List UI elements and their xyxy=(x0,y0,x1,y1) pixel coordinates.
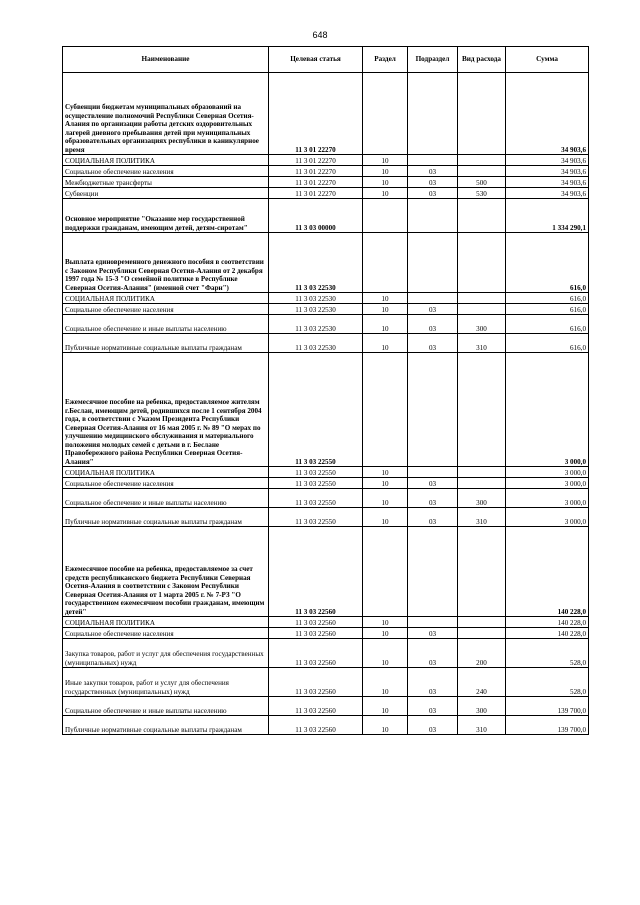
cell-code: 11 3 03 22530 xyxy=(269,233,363,293)
cell-name: Социальное обеспечение населения xyxy=(63,166,269,177)
cell-code: 11 3 03 22550 xyxy=(269,467,363,478)
table-row xyxy=(63,199,589,233)
cell-subsection: 03 xyxy=(408,508,458,527)
cell-code: 11 3 03 22530 xyxy=(269,293,363,304)
cell-sum: 1 334 290,1 xyxy=(506,199,589,233)
table-row xyxy=(63,508,589,527)
cell-section: 10 xyxy=(363,478,408,489)
cell-type xyxy=(458,155,506,166)
cell-section: 10 xyxy=(363,489,408,508)
cell-subsection: 03 xyxy=(408,716,458,735)
cell-sum: 3 000,0 xyxy=(506,478,589,489)
header-sum: Сумма xyxy=(506,47,589,73)
cell-name: Закупка товаров, работ и услуг для обеспечения государственных (муниципальных) нужд xyxy=(63,639,269,668)
cell-name: Публичные нормативные социальные выплаты гражданам xyxy=(63,716,269,735)
table-row xyxy=(63,293,589,304)
cell-name: СОЦИАЛЬНАЯ ПОЛИТИКА xyxy=(63,467,269,478)
cell-subsection: 03 xyxy=(408,489,458,508)
cell-type xyxy=(458,467,506,478)
cell-name: СОЦИАЛЬНАЯ ПОЛИТИКА xyxy=(63,293,269,304)
cell-type: 300 xyxy=(458,489,506,508)
cell-subsection xyxy=(408,293,458,304)
cell-sum: 616,0 xyxy=(506,304,589,315)
cell-section xyxy=(363,233,408,293)
cell-code: 11 3 03 22550 xyxy=(269,489,363,508)
table-row xyxy=(63,527,589,617)
cell-code: 11 3 03 22560 xyxy=(269,628,363,639)
cell-subsection xyxy=(408,617,458,628)
cell-type xyxy=(458,628,506,639)
table-row xyxy=(63,628,589,639)
table-row xyxy=(63,315,589,334)
cell-code: 11 3 03 22550 xyxy=(269,478,363,489)
cell-section xyxy=(363,353,408,467)
cell-section xyxy=(363,527,408,617)
cell-sum: 34 903,6 xyxy=(506,73,589,155)
cell-subsection: 03 xyxy=(408,628,458,639)
cell-type xyxy=(458,293,506,304)
table-row xyxy=(63,304,589,315)
cell-name: Публичные нормативные социальные выплаты гражданам xyxy=(63,334,269,353)
table-row xyxy=(63,166,589,177)
cell-name: Социальное обеспечение и иные выплаты населению xyxy=(63,315,269,334)
cell-name: Ежемесячное пособие на ребенка, предоставляемое за счет средств республиканского бюджета Республики Северная Осетия-Алания в соответствии с Законом Республики Северная Осетия-Алания от 1 марта 2005 г. № 7-РЗ "О государственном ежемесячном пособии гражданам, имеющим детей" xyxy=(63,527,269,617)
cell-section: 10 xyxy=(363,155,408,166)
cell-subsection xyxy=(408,199,458,233)
cell-name: Ежемесячное пособие на ребенка, предоставляемое жителям г.Беслан, имеющим детей, родившихся после 1 сентября 2004 года, в соответствии с Указом Президента Республики Северная Осетия-Алания от 16 мая 2005 г. № 89 "О мерах по улучшению медицинского обслуживания и материального положения молодых семей с детьми в г. Беслане Правобережного района Республики Северная Осетия-Алания" xyxy=(63,353,269,467)
cell-subsection xyxy=(408,155,458,166)
cell-code: 11 3 01 22270 xyxy=(269,177,363,188)
cell-code: 11 3 01 22270 xyxy=(269,73,363,155)
cell-section: 10 xyxy=(363,315,408,334)
cell-section xyxy=(363,199,408,233)
cell-type: 310 xyxy=(458,334,506,353)
table-row xyxy=(63,73,589,155)
budget-table xyxy=(62,46,589,735)
cell-sum: 140 228,0 xyxy=(506,628,589,639)
table-row xyxy=(63,716,589,735)
cell-sum: 616,0 xyxy=(506,233,589,293)
cell-code: 11 3 03 22560 xyxy=(269,617,363,628)
cell-type xyxy=(458,478,506,489)
table-row xyxy=(63,668,589,697)
cell-type: 300 xyxy=(458,697,506,716)
cell-name: Основное мероприятие "Оказание мер государственной поддержки гражданам, имеющим детей, детям-сиротам" xyxy=(63,199,269,233)
table-row xyxy=(63,478,589,489)
table-row xyxy=(63,233,589,293)
table-row xyxy=(63,489,589,508)
page-number: 648 xyxy=(312,30,328,40)
table-header xyxy=(63,47,589,73)
header-name: Наименование xyxy=(63,47,269,73)
cell-type: 200 xyxy=(458,639,506,668)
cell-code: 11 3 01 22270 xyxy=(269,166,363,177)
cell-section: 10 xyxy=(363,166,408,177)
cell-subsection xyxy=(408,73,458,155)
cell-type: 310 xyxy=(458,508,506,527)
cell-subsection: 03 xyxy=(408,315,458,334)
cell-name: Межбюджетные трансферты xyxy=(63,177,269,188)
cell-type: 300 xyxy=(458,315,506,334)
cell-code: 11 3 03 22550 xyxy=(269,353,363,467)
cell-section: 10 xyxy=(363,617,408,628)
cell-sum: 528,0 xyxy=(506,668,589,697)
cell-subsection xyxy=(408,467,458,478)
cell-section: 10 xyxy=(363,508,408,527)
cell-section: 10 xyxy=(363,628,408,639)
cell-type xyxy=(458,353,506,467)
cell-type xyxy=(458,233,506,293)
table-body xyxy=(63,73,589,735)
cell-section: 10 xyxy=(363,716,408,735)
cell-subsection: 03 xyxy=(408,166,458,177)
cell-section: 10 xyxy=(363,467,408,478)
cell-sum: 139 700,0 xyxy=(506,697,589,716)
cell-type xyxy=(458,73,506,155)
cell-section: 10 xyxy=(363,304,408,315)
cell-name: Иные закупки товаров, работ и услуг для обеспечения государственных (муниципальных) нужд xyxy=(63,668,269,697)
cell-sum: 34 903,6 xyxy=(506,155,589,166)
cell-sum: 616,0 xyxy=(506,293,589,304)
cell-section xyxy=(363,73,408,155)
cell-code: 11 3 01 22270 xyxy=(269,188,363,199)
cell-section: 10 xyxy=(363,697,408,716)
table-row xyxy=(63,467,589,478)
cell-sum: 3 000,0 xyxy=(506,489,589,508)
cell-section: 10 xyxy=(363,668,408,697)
cell-subsection: 03 xyxy=(408,639,458,668)
cell-name: Социальное обеспечение и иные выплаты населению xyxy=(63,697,269,716)
cell-subsection: 03 xyxy=(408,304,458,315)
cell-subsection xyxy=(408,527,458,617)
cell-code: 11 3 01 22270 xyxy=(269,155,363,166)
cell-type xyxy=(458,166,506,177)
cell-type: 240 xyxy=(458,668,506,697)
cell-code: 11 3 03 22550 xyxy=(269,508,363,527)
table-row xyxy=(63,617,589,628)
cell-code: 11 3 03 22530 xyxy=(269,334,363,353)
cell-type xyxy=(458,304,506,315)
cell-subsection: 03 xyxy=(408,478,458,489)
cell-subsection: 03 xyxy=(408,697,458,716)
cell-sum: 3 000,0 xyxy=(506,467,589,478)
table-row xyxy=(63,334,589,353)
cell-name: Выплата единовременного денежного пособия в соответствии с Законом Республики Северная Осетия-Алания от 2 декабря 1997 года № 15-З "О семейной политике в Республике Северная Осетия-Алания" (именной счет "Фарн") xyxy=(63,233,269,293)
cell-sum: 616,0 xyxy=(506,334,589,353)
cell-code: 11 3 03 22560 xyxy=(269,668,363,697)
cell-section: 10 xyxy=(363,188,408,199)
cell-sum: 140 228,0 xyxy=(506,527,589,617)
cell-type xyxy=(458,527,506,617)
cell-code: 11 3 03 22560 xyxy=(269,527,363,617)
cell-code: 11 3 03 22560 xyxy=(269,697,363,716)
cell-subsection: 03 xyxy=(408,668,458,697)
cell-sum: 139 700,0 xyxy=(506,716,589,735)
table-row xyxy=(63,177,589,188)
cell-subsection xyxy=(408,353,458,467)
header-section: Раздел xyxy=(363,47,408,73)
cell-name: СОЦИАЛЬНАЯ ПОЛИТИКА xyxy=(63,155,269,166)
cell-name: Социальное обеспечение населения xyxy=(63,628,269,639)
cell-sum: 34 903,6 xyxy=(506,166,589,177)
cell-sum: 3 000,0 xyxy=(506,353,589,467)
cell-name: СОЦИАЛЬНАЯ ПОЛИТИКА xyxy=(63,617,269,628)
cell-sum: 616,0 xyxy=(506,315,589,334)
cell-type xyxy=(458,617,506,628)
cell-code: 11 3 03 22560 xyxy=(269,716,363,735)
cell-type: 310 xyxy=(458,716,506,735)
cell-type xyxy=(458,199,506,233)
header-type: Вид расхода xyxy=(458,47,506,73)
cell-name: Социальное обеспечение населения xyxy=(63,304,269,315)
cell-type: 530 xyxy=(458,188,506,199)
cell-section: 10 xyxy=(363,177,408,188)
cell-type: 500 xyxy=(458,177,506,188)
cell-name: Публичные нормативные социальные выплаты гражданам xyxy=(63,508,269,527)
cell-sum: 3 000,0 xyxy=(506,508,589,527)
header-code: Целевая статья xyxy=(269,47,363,73)
cell-subsection: 03 xyxy=(408,177,458,188)
table-row xyxy=(63,697,589,716)
cell-code: 11 3 03 22530 xyxy=(269,304,363,315)
cell-sum: 34 903,6 xyxy=(506,177,589,188)
cell-subsection xyxy=(408,233,458,293)
cell-section: 10 xyxy=(363,334,408,353)
cell-code: 11 3 03 22560 xyxy=(269,639,363,668)
cell-code: 11 3 03 22530 xyxy=(269,315,363,334)
cell-subsection: 03 xyxy=(408,334,458,353)
cell-code: 11 3 03 00000 xyxy=(269,199,363,233)
table-row xyxy=(63,188,589,199)
cell-name: Социальное обеспечение и иные выплаты населению xyxy=(63,489,269,508)
table-row xyxy=(63,155,589,166)
cell-section: 10 xyxy=(363,639,408,668)
cell-section: 10 xyxy=(363,293,408,304)
table-row xyxy=(63,639,589,668)
cell-subsection: 03 xyxy=(408,188,458,199)
cell-sum: 528,0 xyxy=(506,639,589,668)
table-row xyxy=(63,353,589,467)
cell-name: Субвенции бюджетам муниципальных образований на осуществление полномочий Республики Северная Осетия-Алания по организации работы детских оздоровительных лагерей дневного пребывания детей при муниципальных образовательных организациях республики в каникулярное время xyxy=(63,73,269,155)
cell-sum: 140 228,0 xyxy=(506,617,589,628)
cell-sum: 34 903,6 xyxy=(506,188,589,199)
cell-name: Социальное обеспечение населения xyxy=(63,478,269,489)
cell-name: Субвенции xyxy=(63,188,269,199)
header-subsection: Подраздел xyxy=(408,47,458,73)
